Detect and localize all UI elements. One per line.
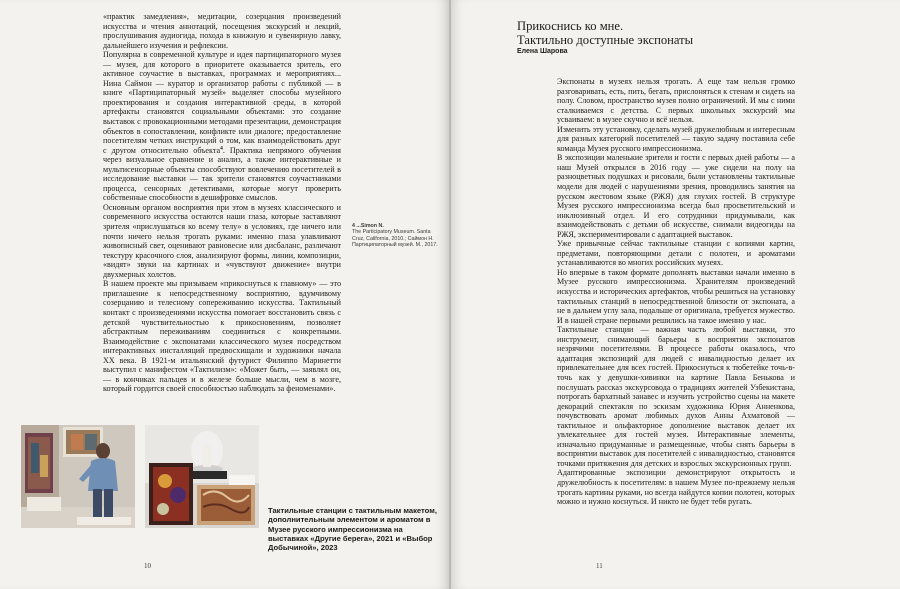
photo-caption: Тактильные станции с тактильным макетом, дополнительным элементом и ароматом в Музее русского импрессионизма на выставках «Другие берега», 2021 и «Выбор Добычиной», 2023 [268, 506, 437, 553]
footnote [352, 223, 440, 249]
article-author: Елена Шарова [517, 48, 568, 55]
right-paragraph: Изменить эту установку, сделать музей дружелюбным и интересным для разных категорий посетителей — такую задачу поставила себе команда Музея русского импрессионизма. [557, 124, 795, 153]
footnote-text: The Participatory Museum. Santa Cruz, California, 2010.; Саймон Н. Партиципаторный музей. М., 2017. [352, 229, 438, 249]
page-number-right: 11 [596, 562, 603, 570]
left-paragraph: Популярна в современной культуре и идея партиципаторного музея — музея, для которого в приоритете оказывается зритель, его активное соучастие в выставках, программах и мероприятиях... Нина Саймон — куратор и организатор работы с публикой — в книге «Партиципаторный музей» выделяет способы музейного проектирования и создания интерактивной среды, в которой артефакты становятся социальными объектами: это создание выставок с провокационными методами презентации, демонстрация объектов в сопоставлении, конфликте или диалоге; предоставление посетителям четких инструкций о том, как взаимодействовать друг с другом относительно объекта$^4$. Практика непрямого обучения через визуальное сравнение и анализ, а также интерактивные и мультисенсорные объекты способствуют вовлечению посетителей в исследование выставки — так зрители становятся соучастниками процесса, сенсорных детективами, которые могут проверить собственные способности в дешифровке смыслов. [103, 50, 341, 203]
article-title [517, 19, 797, 47]
left-page [0, 0, 449, 589]
right-body-text [557, 77, 795, 507]
right-paragraph: Тактильные станции — важная часть любой выставки, это инструмент, снимающий барьеры в восприятии экспонатов незрячими посетителями. В процессе работы оказалось, что адаптация экспозиций для людей с инвалидностью делает их привлекательнее для всех гостей. Прикоснуться к тюбетейке точь-в-точь как у девушки-хивинки на картине Павла Бенькова и послушать рассказ экскурсовода о традициях жителей Узбекистана, потрогать бархатный занавес и изучить устройство сцены на макете декораций спектакля по эскизам художника Юрия Анненкова, почувствовать аромат любимых духов Анны Ахматовой — тактильное и ольфакторное дополнение выставок делает их увлекательнее для гостей музея. Интерактивные элементы, изначально придуманные и размещенные, чтобы снять барьеры в восприятии выставок для посетителей с инвалидностью, становятся точками притяжения для детских и взрослых экскурсионных групп. [557, 325, 795, 468]
page-number-left: 10 [144, 562, 151, 570]
photo-tactile-model [145, 425, 259, 528]
left-paragraph: «практик замедления», медитации, созерцания произведений искусства и чтения аннотаций, посещения экскурсий и лекций, прослушивания аудиогида, похода в книжную и сувенирную лавку, дальнейшего изучения и рефлексии. [103, 12, 341, 50]
footnote-head: 4 ...Simon N. [352, 223, 384, 229]
photo-visitor-at-tactile-station [21, 425, 135, 528]
left-paragraph: Основным органом восприятия при этом в музеях классического и современного искусства остаются наши глаза, которые заставляют зрителя «прислушаться ко всему телу» в условиях, где ничего или почти ничего нельзя трогать руками: именно глаза улавливают живописный свет, оценивают равновесие или дисбаланс, различают текстуру красочного слоя, анализируют формы, линии, композиции, «видят» звуки на картинах и «чувствуют движение» внутри двухмерных холстов. [103, 202, 341, 279]
article-title-line-1: Прикоснись ко мне. [517, 19, 624, 33]
right-paragraph: Но впервые в таком формате дополнять выставки начали именно в Музее русского импрессионизма. Хранителям произведений искусства и исторических артефактов, чтобы решиться на установку тактильных станций в непосредственной близости от экспоната, а не в дальнем углу зала, подальше от оригинала, требуется мужество. И в нашей стране первыми решились на такое именно у нас. [557, 267, 795, 325]
photo-tactile-model-illustration [145, 425, 259, 528]
article-title-line-2: Тактильно доступные экспонаты [517, 33, 694, 47]
left-paragraph: В нашем проекте мы призываем «прикоснуться к главному» — это приглашение к непосредственному восприятию, вдумчивому созерцанию и телесному сопереживанию искусства. Тактильный контакт с произведениями искусства помогает восстановить связь с детской чувствительностью к прикосновениям, позволяет абстрактным переживаниям соединиться с конкретными. Взаимодействие с экспонатами классического музея посредством интерактивных инсталляций предвосхищали и художники начала XX века. В 1921-м итальянский футурист Филиппо Маринетти выступил с манифестом «Тактилизм»: «Может быть, — заявлял он, — в кончиках пальцев и в железе больше мысли, чем в мозге, который гордится своей способностью наблюдать за феноменами». [103, 279, 341, 394]
photo-visitor-illustration [21, 425, 135, 528]
right-paragraph: Экспонаты в музеях нельзя трогать. А еще там нельзя громко разговаривать, есть, пить, бегать, прислоняться к стенам и сидеть на полу. Словом, пространство музея полно ограничений. И мы с ними сталкиваемся с детства. С первых школьных экскурсий мы усваиваем: в музее скучно и всё нельзя. [557, 77, 795, 125]
right-paragraph: Уже привычные сейчас тактильные станции с копиями картин, предметами, повторяющими детали с полотен, и ароматами устанавливаются во многих российских музеях. [557, 239, 795, 268]
left-body-text [103, 12, 341, 394]
right-paragraph: В экспозиции маленькие зрители и гости с первых дней работы — а наш Музей открылся в 2016 году — уже сидели на полу на разноцветных подушках и рисовали, были установлены тактильные модели для людей с нарушениями зрения, проводились занятия на русском жестовом языке (РЖЯ) для глухих гостей. В структуре Музея русского импрессионизма всегда был просветительский и инклюзивный отдел. И его сотрудники придумывали, как взаимодействовать с детьми об искусстве, снимали видеогиды на РЖЯ, экспериментировали с адаптацией выставок. [557, 153, 795, 239]
right-paragraph: Адаптированные экспозиции демонстрируют открытость и дружелюбность к посетителям: в нашем Музее по-прежнему нельзя трогать картины руками, но всегда найдутся копии полотен, которых можно и нужно коснуться. И никто не будет тебя ругать. [557, 468, 795, 507]
footnote-ref[interactable]: 4 [220, 144, 223, 151]
